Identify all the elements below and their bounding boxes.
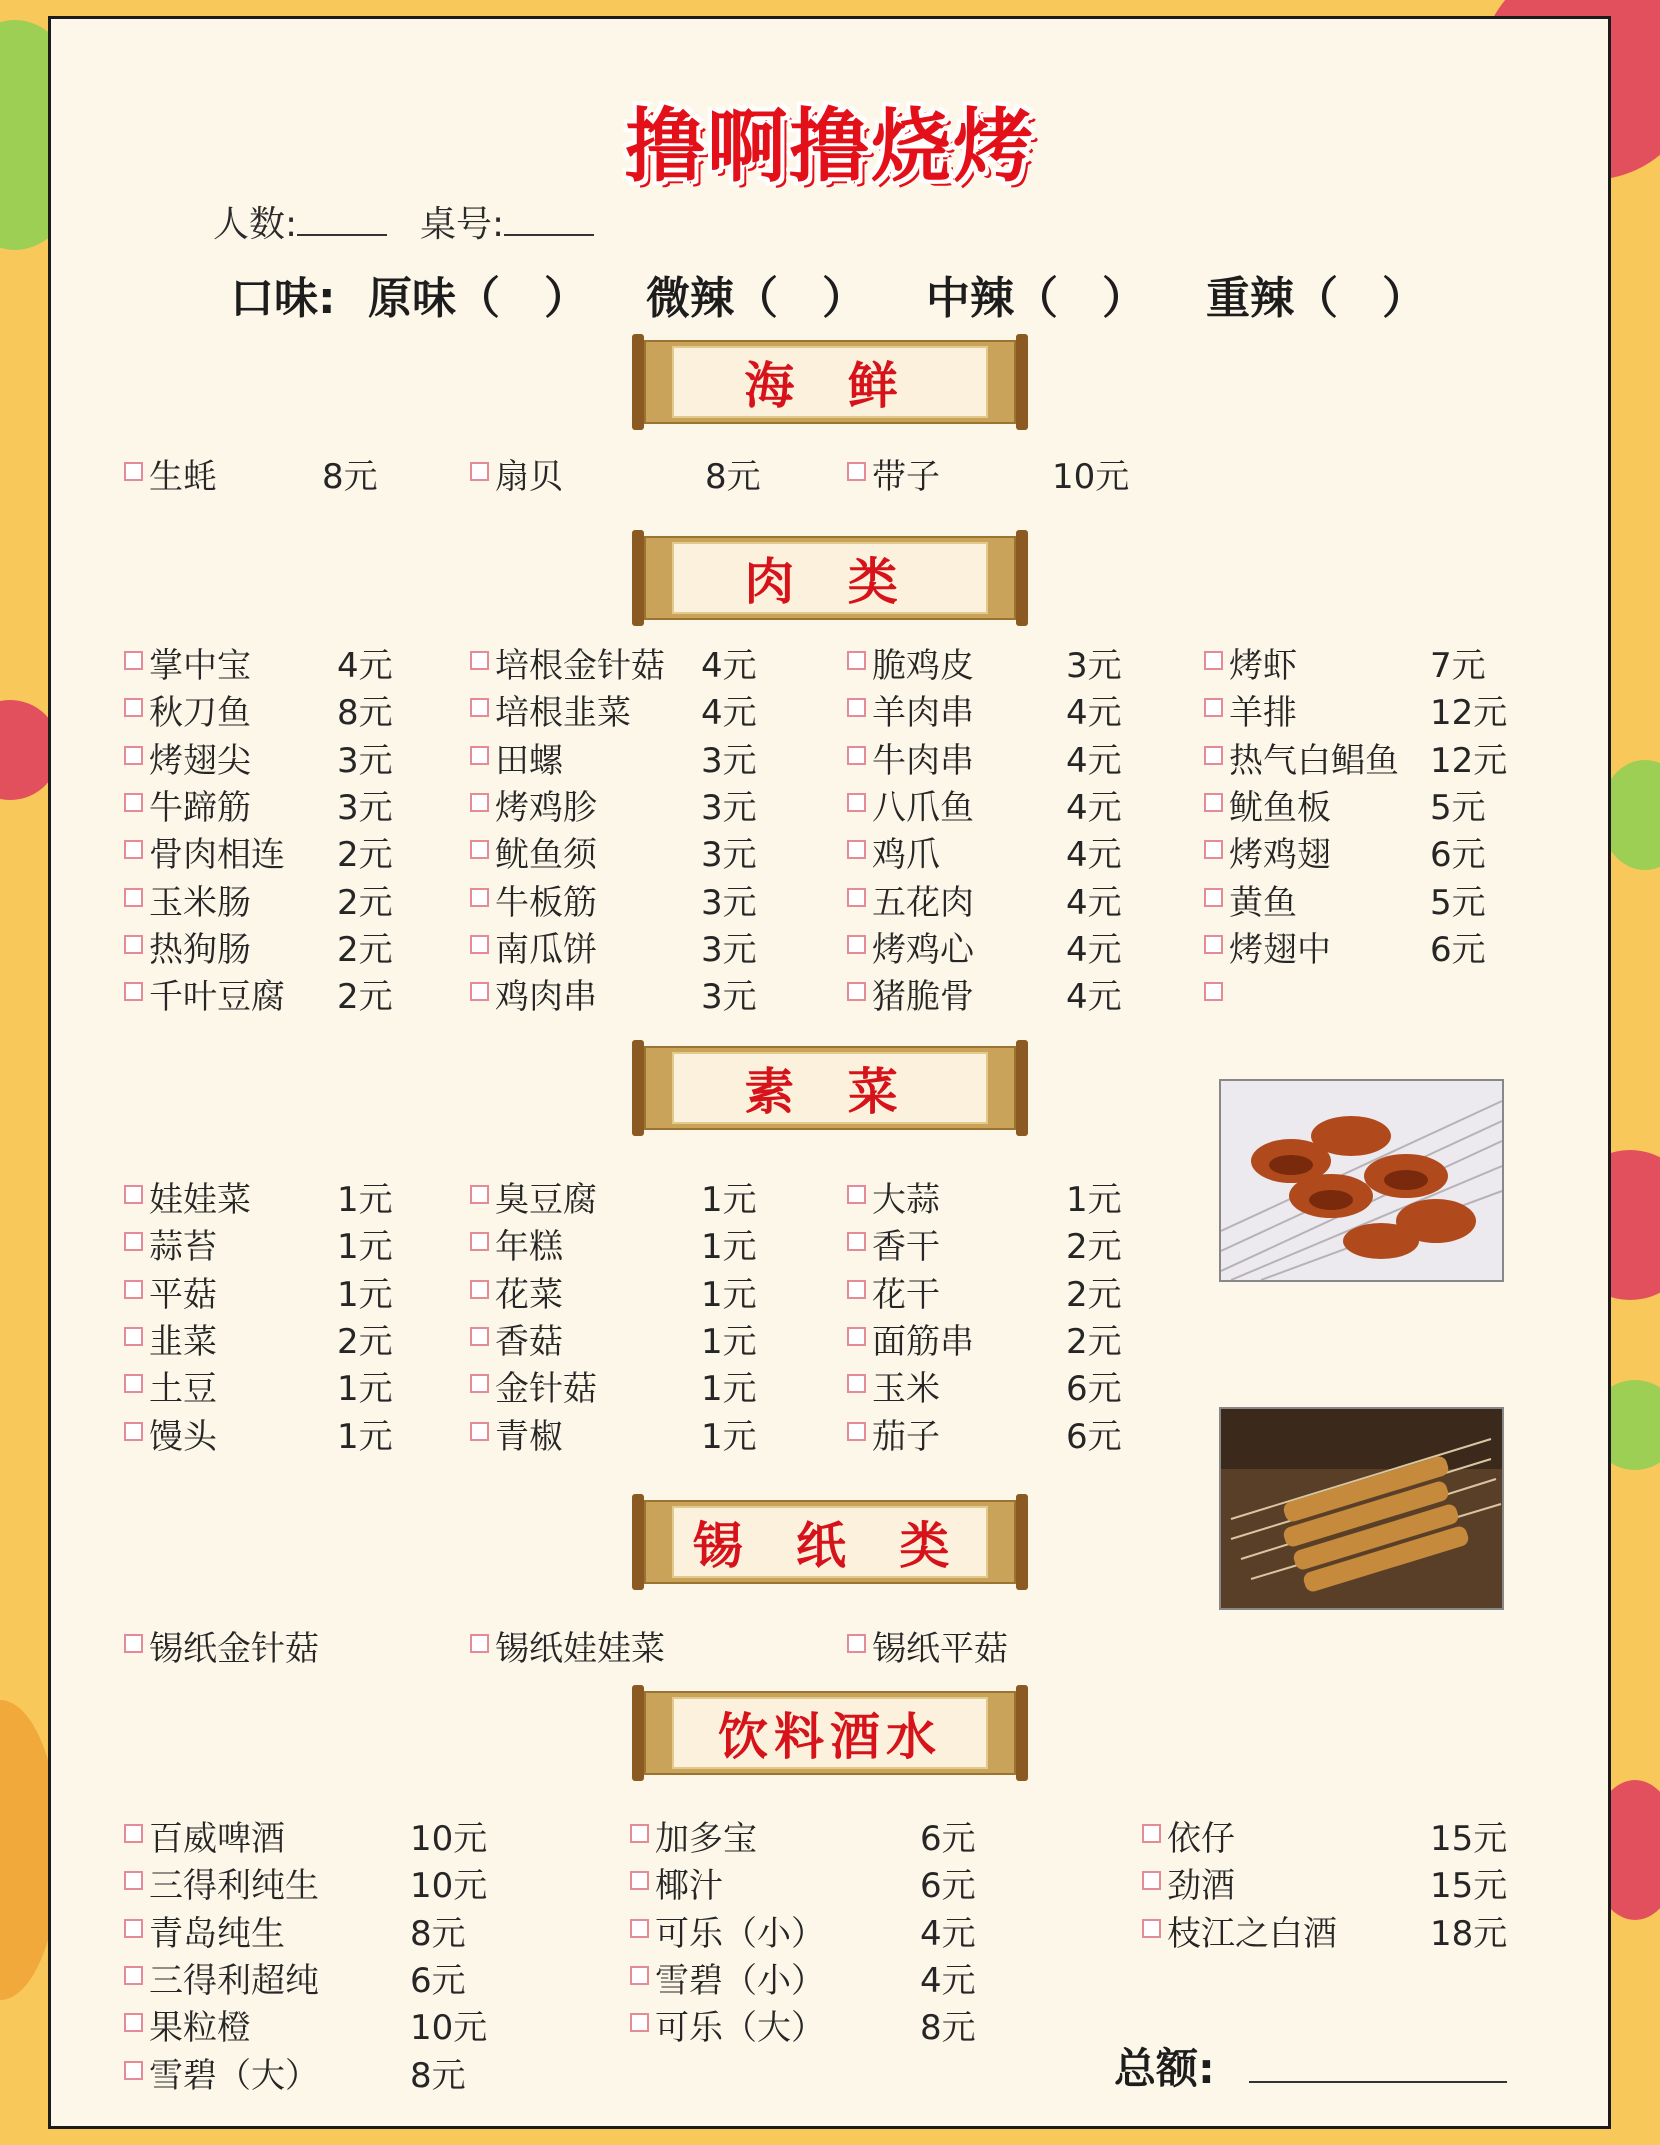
item-name: 青椒 [495,1416,563,1457]
item-checkbox[interactable] [1204,888,1223,907]
item-price: 1元 [701,1321,757,1362]
item-name: 加多宝 [655,1819,757,1859]
item-name: 雪碧（小） [655,1960,825,2001]
taste-option-medium[interactable]: 中辣（ ） [926,273,1146,324]
item-checkbox[interactable] [124,935,143,954]
item-name: 烤鸡胗 [495,787,597,828]
item-price: 4元 [1066,740,1122,781]
item-price: 3元 [701,929,757,970]
item-checkbox[interactable] [1204,651,1223,670]
item-price: 1元 [337,1274,393,1315]
item-checkbox[interactable] [847,1327,866,1346]
item-name: 鸡肉串 [495,977,597,1018]
taste-option-mild[interactable]: 微辣（ ） [646,273,866,324]
item-checkbox[interactable] [124,793,143,812]
item-name: 黄鱼 [1229,882,1297,923]
item-name: 八爪鱼 [872,787,974,828]
item-name: 大蒜 [872,1180,940,1220]
item-name: 秋刀鱼 [149,693,251,734]
item-price: 3元 [701,835,757,876]
item-name: 面筋串 [872,1321,974,1362]
item-name: 烤虾 [1229,646,1297,686]
item-price: 2元 [337,1321,393,1362]
item-checkbox[interactable] [470,793,489,812]
item-price: 15元 [1430,1866,1508,1907]
item-checkbox[interactable] [847,1422,866,1441]
item-price: 5元 [1430,882,1486,923]
item-checkbox[interactable] [124,840,143,859]
item-name: 韭菜 [149,1321,217,1362]
item-checkbox[interactable] [124,2013,143,2032]
item-name: 枝江之白酒 [1167,1913,1337,1954]
item-name: 依仔 [1167,1819,1235,1859]
item-price: 4元 [1066,787,1122,828]
item-checkbox[interactable] [847,793,866,812]
item-price: 1元 [701,1369,757,1410]
item-price: 4元 [701,646,757,686]
item-price: 3元 [701,977,757,1018]
item-checkbox[interactable] [124,2061,143,2080]
item-checkbox[interactable] [124,982,143,1001]
item-checkbox[interactable] [1204,935,1223,954]
item-name: 金针菇 [495,1369,597,1410]
item-price: 6元 [920,1819,976,1859]
item-checkbox[interactable] [124,1232,143,1251]
item-checkbox[interactable] [847,1232,866,1251]
item-checkbox[interactable] [1204,982,1223,1001]
item-price: 6元 [410,1960,466,2001]
item-checkbox[interactable] [847,935,866,954]
item-name: 烤翅尖 [149,740,251,781]
total-label: 总额: [1114,2044,1215,2093]
item-checkbox[interactable] [124,888,143,907]
item-checkbox[interactable] [847,698,866,717]
item-price: 3元 [701,740,757,781]
item-name: 羊排 [1229,693,1297,734]
item-price: 2元 [337,882,393,923]
item-price: 1元 [701,1180,757,1220]
item-name: 培根金针菇 [495,646,665,686]
item-name: 带子 [872,457,940,497]
section-title-foil: 锡 纸 类 [672,1506,988,1578]
item-checkbox[interactable] [630,2013,649,2032]
table-blank[interactable] [504,234,594,236]
item-price: 1元 [701,1274,757,1315]
item-name: 可乐（小） [655,1913,825,1954]
item-price: 1元 [337,1227,393,1268]
item-price: 2元 [337,977,393,1018]
item-name: 劲酒 [1167,1866,1235,1907]
item-price: 1元 [701,1416,757,1457]
item-price: 2元 [337,835,393,876]
item-checkbox[interactable] [470,1422,489,1441]
item-checkbox[interactable] [1142,1824,1161,1843]
item-name: 烤翅中 [1229,929,1331,970]
item-name: 骨肉相连 [149,835,285,876]
item-price: 1元 [337,1416,393,1457]
item-name: 生蚝 [149,457,217,497]
item-price: 2元 [1066,1321,1122,1362]
section-banner-meat [632,530,1028,626]
item-price: 4元 [337,646,393,686]
item-price: 3元 [1066,646,1122,686]
item-name: 扇贝 [495,457,563,497]
item-price: 7元 [1430,646,1486,686]
item-name: 雪碧（大） [149,2055,319,2096]
item-checkbox[interactable] [470,698,489,717]
item-checkbox[interactable] [630,1824,649,1843]
item-checkbox[interactable] [1204,840,1223,859]
item-name: 蒜苔 [149,1227,217,1268]
item-name: 羊肉串 [872,693,974,734]
item-name: 椰汁 [655,1866,723,1907]
item-checkbox[interactable] [847,651,866,670]
item-checkbox[interactable] [1142,1871,1161,1890]
item-checkbox[interactable] [124,1374,143,1393]
item-price: 8元 [410,1913,466,1954]
item-checkbox[interactable] [630,1966,649,1985]
item-price: 1元 [337,1180,393,1220]
section-title-meat: 肉 类 [672,542,988,614]
item-name: 花菜 [495,1274,563,1315]
item-price: 4元 [1066,929,1122,970]
item-checkbox[interactable] [124,1871,143,1890]
item-price: 6元 [1066,1369,1122,1410]
item-price: 4元 [1066,693,1122,734]
item-checkbox[interactable] [124,1422,143,1441]
item-checkbox[interactable] [124,698,143,717]
shop-title: 撸啊撸烧烤 [625,100,1035,193]
item-checkbox[interactable] [630,1919,649,1938]
item-checkbox[interactable] [124,1919,143,1938]
item-name: 锡纸金针菇 [149,1629,319,1669]
item-checkbox[interactable] [470,935,489,954]
section-title-veg: 素 菜 [672,1052,988,1124]
taste-option-original[interactable]: 原味（ ） [368,273,588,324]
item-price: 18元 [1430,1913,1508,1954]
item-price: 10元 [1052,457,1130,497]
item-checkbox[interactable] [470,746,489,765]
taste-label: 口味: [230,273,336,324]
item-price: 8元 [705,457,761,497]
item-price: 2元 [1066,1274,1122,1315]
item-name: 可乐（大） [655,2008,825,2049]
item-checkbox[interactable] [847,982,866,1001]
item-name: 培根韭菜 [495,693,631,734]
section-banner-seafood [632,334,1028,430]
item-price: 8元 [337,693,393,734]
item-name: 千叶豆腐 [149,977,285,1018]
item-price: 4元 [701,693,757,734]
item-price: 4元 [920,1913,976,1954]
item-price: 2元 [1066,1227,1122,1268]
item-price: 4元 [920,1960,976,2001]
wings-photo [1219,1079,1504,1282]
item-checkbox[interactable] [124,1280,143,1299]
total-blank[interactable] [1249,2081,1507,2083]
item-checkbox[interactable] [1142,1919,1161,1938]
item-name: 三得利纯生 [149,1866,319,1907]
item-checkbox[interactable] [630,1871,649,1890]
item-checkbox[interactable] [470,1232,489,1251]
item-checkbox[interactable] [470,1280,489,1299]
item-name: 锡纸娃娃菜 [495,1629,665,1669]
item-checkbox[interactable] [124,462,143,481]
item-price: 10元 [410,2008,488,2049]
item-name: 香干 [872,1227,940,1268]
item-checkbox[interactable] [1204,698,1223,717]
item-name: 掌中宝 [149,646,251,686]
item-name: 烤鸡翅 [1229,835,1331,876]
item-price: 6元 [920,1866,976,1907]
skewers-photo [1219,1407,1504,1610]
item-name: 烤鸡心 [872,929,974,970]
taste-option-hot[interactable]: 重辣（ ） [1206,273,1426,324]
item-price: 8元 [322,457,378,497]
item-checkbox[interactable] [124,1966,143,1985]
item-name: 馒头 [149,1416,217,1457]
item-checkbox[interactable] [124,1634,143,1653]
item-checkbox[interactable] [847,888,866,907]
item-checkbox[interactable] [847,1185,866,1204]
item-price: 4元 [1066,977,1122,1018]
item-name: 猪脆骨 [872,977,974,1018]
item-price: 8元 [920,2008,976,2049]
total-field[interactable] [1114,2036,1507,2096]
item-name: 南瓜饼 [495,929,597,970]
item-name: 五花肉 [872,882,974,923]
item-price: 3元 [701,787,757,828]
item-price: 10元 [410,1866,488,1907]
item-name: 牛蹄筋 [149,787,251,828]
item-name: 脆鸡皮 [872,646,974,686]
item-checkbox[interactable] [470,1327,489,1346]
item-price: 8元 [410,2055,466,2096]
item-checkbox[interactable] [1204,793,1223,812]
item-price: 3元 [701,882,757,923]
item-name: 玉米 [872,1369,940,1410]
item-checkbox[interactable] [470,1185,489,1204]
table-number-field[interactable] [420,196,594,247]
section-banner-veg [632,1040,1028,1136]
item-checkbox[interactable] [470,888,489,907]
people-label: 人数: [213,204,298,245]
item-price: 3元 [337,787,393,828]
item-price: 1元 [701,1227,757,1268]
item-checkbox[interactable] [847,462,866,481]
item-price: 10元 [410,1819,488,1859]
item-price: 6元 [1066,1416,1122,1457]
item-name: 花干 [872,1274,940,1315]
item-name: 土豆 [149,1369,217,1410]
item-checkbox[interactable] [847,1280,866,1299]
item-price: 1元 [1066,1180,1122,1220]
item-price: 4元 [1066,835,1122,876]
section-banner-drinks [632,1685,1028,1781]
item-price: 12元 [1430,740,1508,781]
item-name: 茄子 [872,1416,940,1457]
item-price: 6元 [1430,929,1486,970]
item-name: 臭豆腐 [495,1180,597,1220]
item-name: 鸡爪 [872,835,940,876]
item-name: 果粒橙 [149,2008,251,2049]
item-price: 1元 [337,1369,393,1410]
item-name: 牛板筋 [495,882,597,923]
item-name: 热气白鲳鱼 [1229,740,1399,781]
item-name: 玉米肠 [149,882,251,923]
item-checkbox[interactable] [124,651,143,670]
item-checkbox[interactable] [124,1327,143,1346]
item-name: 鱿鱼须 [495,835,597,876]
item-checkbox[interactable] [470,651,489,670]
section-title-seafood: 海 鲜 [672,346,988,418]
item-name: 百威啤酒 [149,1819,285,1859]
item-name: 热狗肠 [149,929,251,970]
item-price: 3元 [337,740,393,781]
item-checkbox[interactable] [470,462,489,481]
item-name: 平菇 [149,1274,217,1315]
item-name: 青岛纯生 [149,1913,285,1954]
item-checkbox[interactable] [847,1374,866,1393]
item-name: 香菇 [495,1321,563,1362]
table-label: 桌号: [420,204,505,245]
section-banner-foil [632,1494,1028,1590]
item-checkbox[interactable] [847,1634,866,1653]
item-checkbox[interactable] [124,1185,143,1204]
item-name: 牛肉串 [872,740,974,781]
item-name: 鱿鱼板 [1229,787,1331,828]
item-name: 娃娃菜 [149,1180,251,1220]
item-name: 三得利超纯 [149,1960,319,2001]
people-count-field[interactable] [213,196,387,247]
item-checkbox[interactable] [470,1374,489,1393]
item-checkbox[interactable] [470,1634,489,1653]
item-checkbox[interactable] [470,982,489,1001]
item-checkbox[interactable] [124,746,143,765]
item-price: 15元 [1430,1819,1508,1859]
item-price: 5元 [1430,787,1486,828]
section-title-drinks: 饮料酒水 [672,1697,988,1769]
item-checkbox[interactable] [847,746,866,765]
item-name: 年糕 [495,1227,563,1268]
item-checkbox[interactable] [124,1824,143,1843]
people-blank[interactable] [297,234,387,236]
item-name: 田螺 [495,740,563,781]
item-price: 6元 [1430,835,1486,876]
item-checkbox[interactable] [1204,746,1223,765]
item-checkbox[interactable] [470,840,489,859]
item-name: 锡纸平菇 [872,1629,1008,1669]
item-price: 12元 [1430,693,1508,734]
item-price: 4元 [1066,882,1122,923]
item-checkbox[interactable] [847,840,866,859]
item-price: 2元 [337,929,393,970]
